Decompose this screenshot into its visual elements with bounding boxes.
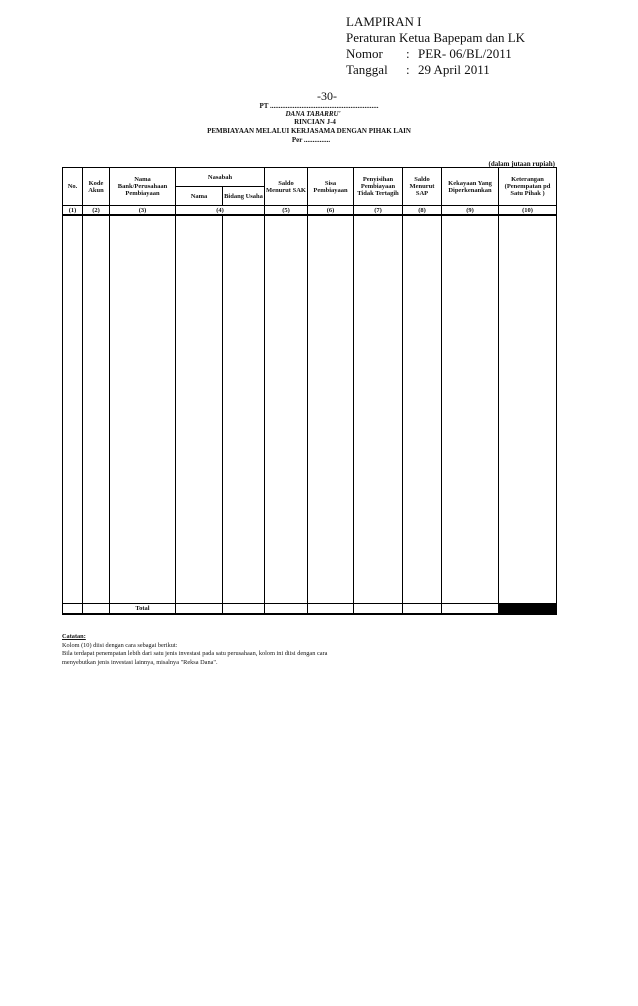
col-header-nama-bank: Nama Bank/Perusahaan Pembiayaan: [110, 168, 176, 206]
col-number: (8): [403, 206, 442, 216]
table-cell: [176, 215, 223, 604]
regulation-text: Peraturan Ketua Bapepam dan LK: [346, 30, 526, 45]
table-cell: [442, 604, 499, 615]
col-header-kekayaan: Kekayaan Yang Diperkenankan: [442, 168, 499, 206]
total-label: Total: [110, 604, 176, 615]
attachment-text: LAMPIRAN I: [346, 14, 422, 29]
table-cell: [223, 215, 265, 604]
table-cell: [63, 215, 83, 604]
financing-table: [62, 167, 557, 615]
regulation-line: [346, 30, 606, 46]
col-header-kode-akun: Kode Akun: [83, 168, 110, 206]
column-number-row: [63, 206, 557, 216]
col-number: (6): [308, 206, 354, 216]
notes-title: Catatan:: [62, 633, 86, 640]
table-cell: [83, 215, 110, 604]
table-cell: [442, 215, 499, 604]
col-header-penyisihan: Penyisihan Pembiayaan Tidak Tertagih: [354, 168, 403, 206]
date-value: 29 April 2011: [418, 62, 490, 77]
attachment-header: [346, 14, 606, 78]
table-cell: [354, 604, 403, 615]
table-cell: [265, 215, 308, 604]
date-line: [346, 62, 606, 78]
table-cell: [499, 215, 557, 604]
col-number: (9): [442, 206, 499, 216]
table-cell: [83, 604, 110, 615]
col-header-nasabah-nama: Nama: [176, 187, 223, 206]
attachment-label: [346, 14, 606, 30]
table-cell: [176, 604, 223, 615]
table-cell: [308, 215, 354, 604]
number-label: Nomor: [346, 46, 383, 61]
table-cell: [110, 215, 176, 604]
report-title: PEMBIAYAAN MELALUI KERJASAMA DENGAN PIHAK LAIN: [207, 127, 411, 135]
date-label: Tanggal: [346, 62, 388, 77]
company-name-line: PT ..............................................................: [259, 102, 379, 110]
table-cell: [403, 215, 442, 604]
page-number: -30-: [317, 89, 337, 103]
note-line: menyebutkan jenis investasi lainnya, misalnya "Reksa Dana".: [62, 658, 218, 666]
date-separator: :: [406, 62, 410, 77]
table-cell: [308, 604, 354, 615]
notes-section: [62, 633, 532, 667]
col-number: (7): [354, 206, 403, 216]
note-line: Bila terdapat penempatan lebih dari satu jenis investasi pada satu perusahaan, kolom ini diisi dengan cara: [62, 650, 328, 657]
col-number: (1): [63, 206, 83, 216]
number-line: [346, 46, 606, 62]
note-line: Kolom (10) diisi dengan cara sebagai berikut:: [62, 641, 178, 649]
unit-note: (dalam jutaan rupiah): [488, 160, 555, 168]
col-header-nasabah-bidang: Bidang Usaha: [223, 187, 265, 206]
table-header-row: [63, 168, 557, 187]
col-header-keterangan: Keterangan (Penempatan pd Satu Pihak ): [499, 168, 557, 206]
col-header-saldo-sak: Saldo Menurut SAK: [265, 168, 308, 206]
table-cell: [354, 215, 403, 604]
col-number: (3): [110, 206, 176, 216]
schedule-title: RINCIAN J-4: [294, 118, 336, 126]
col-header-sisa-pembiayaan: Sisa Pembiayaan: [308, 168, 354, 206]
blacked-out-cell: [499, 604, 557, 615]
col-header-no: No.: [63, 168, 83, 206]
period-line: Per ...............: [291, 136, 331, 144]
col-number: (5): [265, 206, 308, 216]
col-number: (10): [499, 206, 557, 216]
number-separator: :: [406, 46, 410, 61]
number-value: PER- 06/BL/2011: [418, 46, 512, 61]
col-number: (2): [83, 206, 110, 216]
col-header-saldo-sap: Saldo Menurut SAP: [403, 168, 442, 206]
total-row: [63, 604, 557, 615]
col-header-nasabah: Nasabah: [176, 168, 265, 187]
table-cell: [223, 604, 265, 615]
fund-title: DANA TABARRU': [285, 110, 341, 118]
table-cell: [265, 604, 308, 615]
table-cell: [63, 604, 83, 615]
table-cell: [403, 604, 442, 615]
table-body-row: [63, 215, 557, 604]
col-number: (4): [176, 206, 265, 216]
